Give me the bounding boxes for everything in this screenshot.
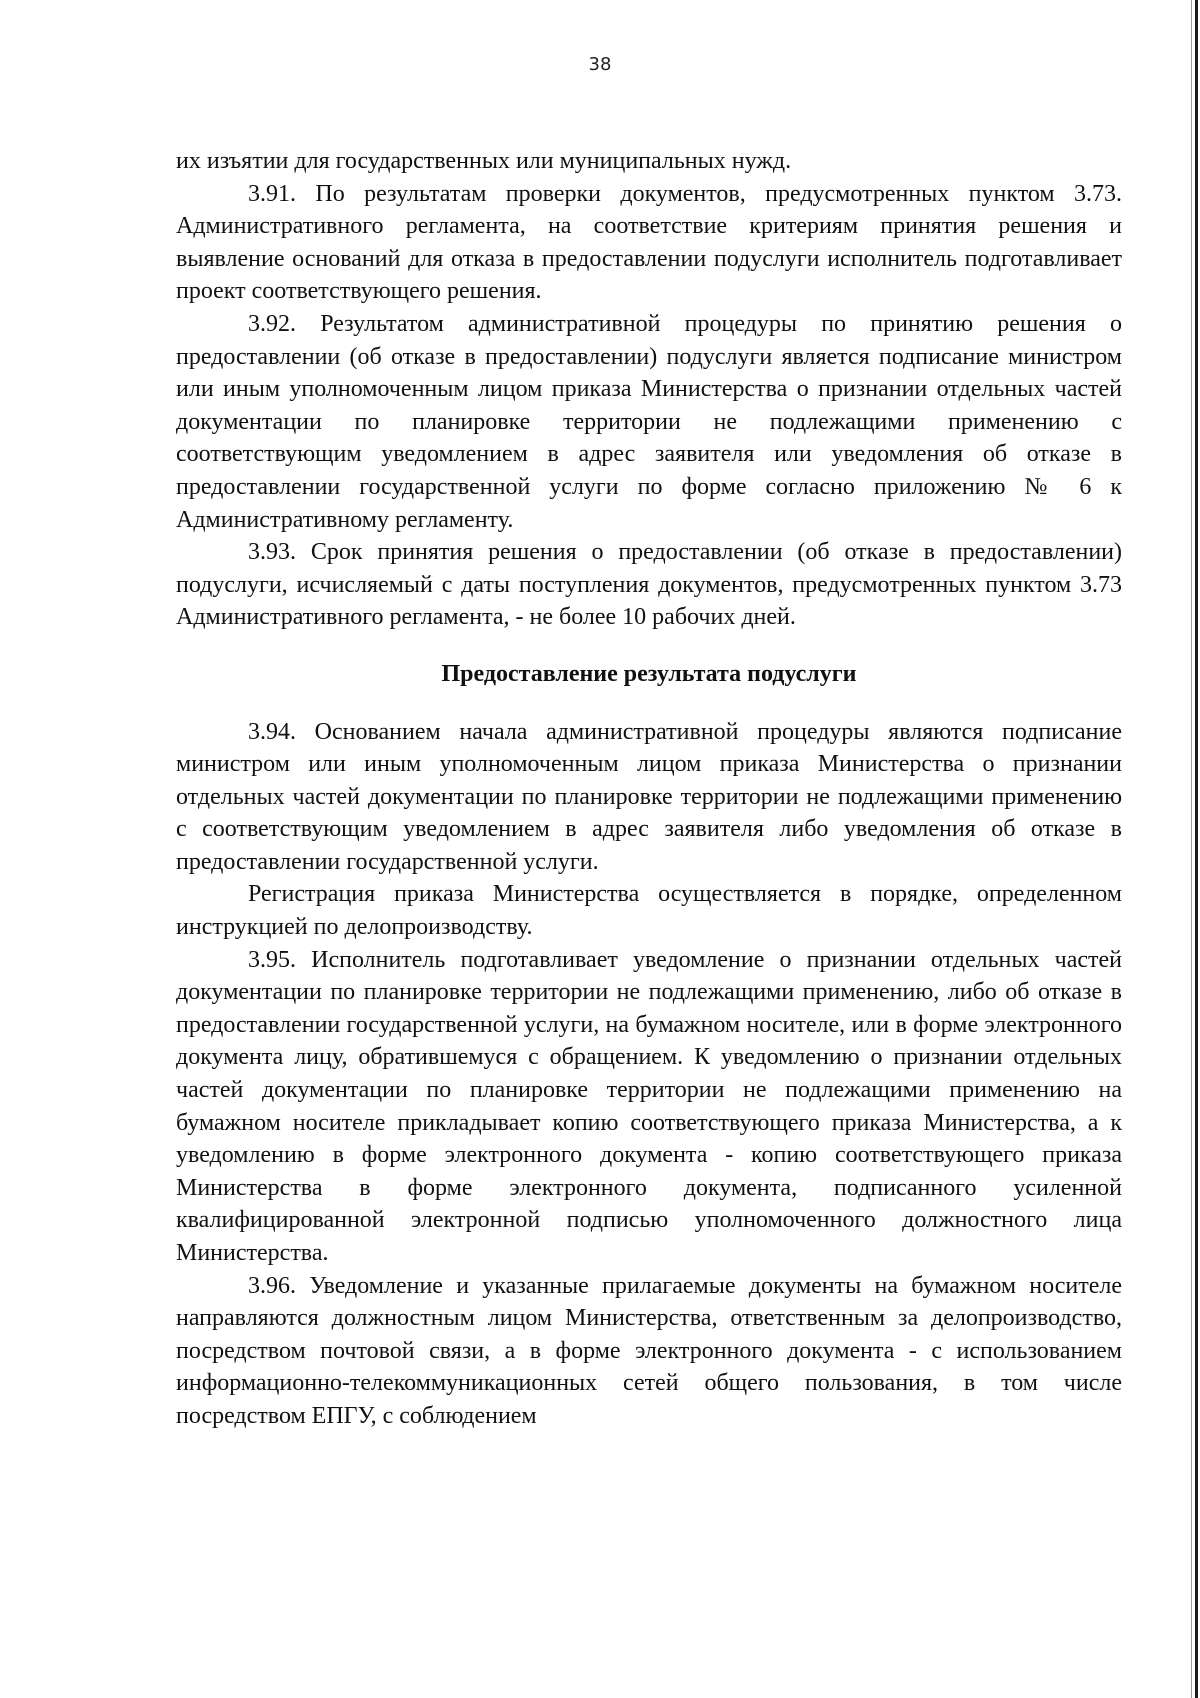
paragraph-3-91: 3.91. По результатам проверки документов, предусмотренных пунктом 3.73. Административного регламента, на соответствие критериям принятия решения и выявление оснований для отказа в предоставлении подуслуги исполнитель подготавливает проект соответствующего решения.: [176, 180, 1122, 305]
section-heading: Предоставление результата подуслуги: [441, 660, 857, 687]
paragraph-3-96: 3.96. Уведомление и указанные прилагаемые документы на бумажном носителе направляются должностным лицом Министерства, ответственным за делопроизводство, посредством почтовой связи, а в форме электронного документа - с использованием информационно-телекоммуникационных сетей общего пользования, в том числе посредством ЕПГУ, с соблюдением: [176, 1272, 1122, 1429]
paragraph-continuation: их изъятии для государственных или муниципальных нужд.: [176, 148, 792, 174]
paragraph-3-94: 3.94. Основанием начала административной процедуры являются подписание министром или иным уполномоченным лицом приказа Министерства о признании отдельных частей документации по планировке территории не подлежащими применению с соответствующим уведомлением в адрес заявителя либо уведомления об отказе в предоставлении государственной услуги.: [176, 718, 1122, 875]
paragraph-3-95: 3.95. Исполнитель подготавливает уведомление о признании отдельных частей документации по планировке территории не подлежащими применению, либо об отказе в предоставлении государственной услуги, на бумажном носителе, или в форме электронного документа лицу, обратившемуся с обращением. К уведомлению о признании отдельных частей документации по планировке территории не подлежащими применению на бумажном носителе прикладывает копию соответствующего приказа Министерства, а к уведомлению в форме электронного документа - копию соответствующего приказа Министерства в форме электронного документа, подписанного усиленной квалифицированной электронной подписью уполномоченного должностного лица Министерства.: [176, 946, 1122, 1266]
page-number: 38: [588, 54, 612, 75]
paragraph-3-93: 3.93. Срок принятия решения о предоставлении (об отказе в предоставлении) подуслуги, исчисляемый с даты поступления документов, предусмотренных пунктом 3.73 Административного регламента, - не более 10 рабочих дней.: [176, 539, 1122, 631]
document-body: [176, 145, 1122, 1433]
paragraph-registration: Регистрация приказа Министерства осуществляется в порядке, определенном инструкцией по делопроизводству.: [176, 881, 1122, 941]
page-edge-line: [1191, 0, 1192, 1698]
page-edge-shadow: [1195, 0, 1198, 1698]
paragraph-3-92: 3.92. Результатом административной процедуры по принятию решения о предоставлении (об отказе в предоставлении) подуслуги является подписание министром или иным уполномоченным лицом приказа Министерства о признании отдельных частей документации по планировке территории не подлежащими применению с соответствующим уведомлением в адрес заявителя или уведомления об отказе в предоставлении государственной услуги по форме согласно приложению № 6 к Административному регламенту.: [176, 310, 1122, 533]
